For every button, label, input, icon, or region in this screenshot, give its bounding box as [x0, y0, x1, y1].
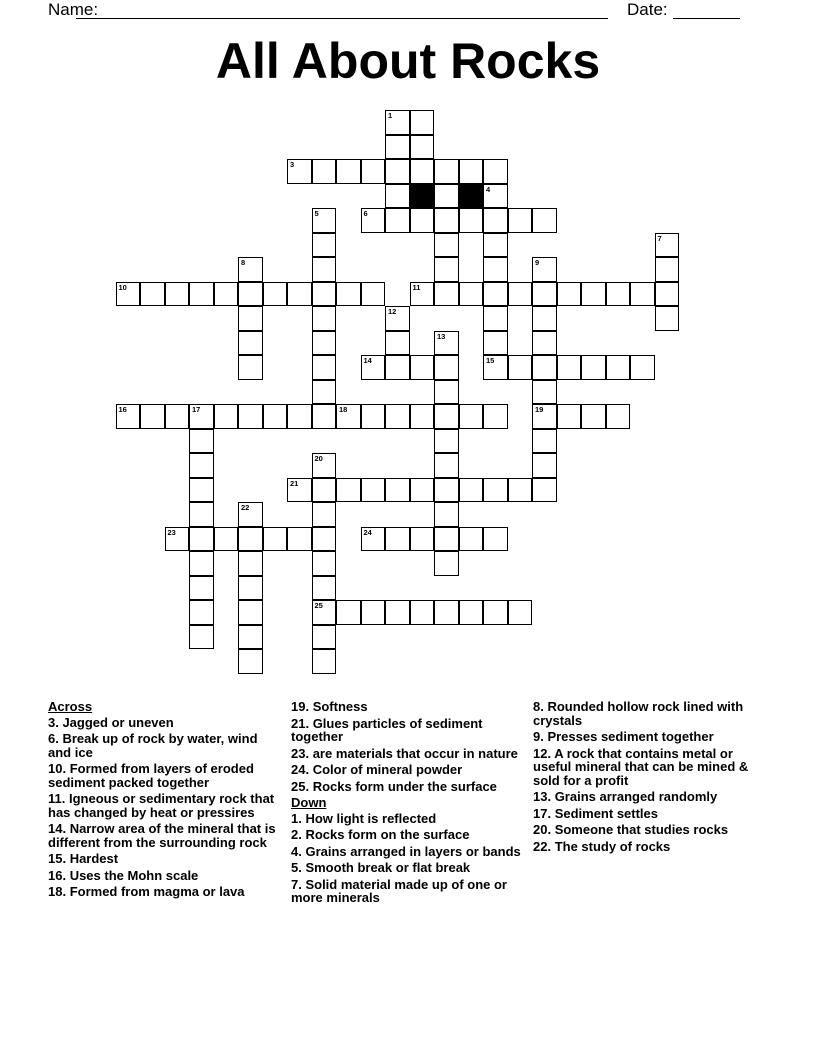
crossword-cell[interactable]: [312, 600, 337, 625]
clue-number: 11: [412, 282, 421, 292]
clue-text: Grains arranged randomly: [551, 789, 718, 804]
clue-number: 7: [657, 233, 662, 243]
crossword-cell[interactable]: [532, 331, 557, 356]
crossword-cell[interactable]: [312, 551, 337, 576]
clues-column-2: [291, 700, 523, 908]
clue-text: Formed from magma or lava: [66, 884, 245, 899]
clue-number-label: 5.: [291, 860, 302, 875]
crossword-cell[interactable]: [532, 208, 557, 233]
crossword-cell[interactable]: [532, 257, 557, 282]
clue-item: [291, 845, 523, 859]
clue-number-label: 19.: [291, 699, 310, 714]
crossword-cell[interactable]: [385, 135, 410, 160]
clue-number-label: 24.: [291, 762, 310, 777]
crossword-cell[interactable]: [606, 404, 631, 429]
crossword-cell[interactable]: [410, 282, 435, 307]
clue-number-label: 20.: [533, 822, 552, 837]
black-cell: [410, 184, 435, 209]
crossword-cell[interactable]: [336, 404, 361, 429]
clue-item: [533, 807, 765, 821]
clue-number-label: 21.: [291, 715, 310, 731]
crossword-cell[interactable]: [385, 478, 410, 503]
clue-number: 16: [118, 405, 127, 414]
crossword-cell[interactable]: [434, 478, 459, 503]
crossword-cell[interactable]: [336, 159, 361, 184]
crossword-cell[interactable]: [630, 355, 655, 380]
crossword-cell[interactable]: [238, 625, 263, 650]
clue-number-label: 4.: [291, 843, 302, 859]
crossword-cell[interactable]: [385, 331, 410, 356]
crossword-cell[interactable]: [434, 282, 459, 307]
clue-number-label: 10.: [48, 761, 67, 776]
crossword-cell[interactable]: [655, 282, 680, 307]
crossword-cell[interactable]: [459, 478, 484, 503]
crossword-cell[interactable]: [238, 649, 263, 674]
crossword-cell[interactable]: [581, 282, 606, 307]
crossword-cell[interactable]: [238, 404, 263, 429]
crossword-cell[interactable]: [287, 282, 312, 307]
clue-text: The study of rocks: [551, 838, 671, 854]
crossword-cell[interactable]: [385, 306, 410, 331]
clues-column-3: [533, 700, 765, 856]
crossword-cell[interactable]: [336, 282, 361, 307]
crossword-cell[interactable]: [238, 600, 263, 625]
crossword-cell[interactable]: [459, 159, 484, 184]
clues-heading: Across: [48, 699, 93, 714]
clue-text: Uses the Mohn scale: [66, 867, 199, 883]
black-cell: [459, 184, 484, 209]
crossword-cell[interactable]: [606, 355, 631, 380]
crossword-cell[interactable]: [336, 600, 361, 625]
clue-item: [48, 822, 280, 849]
clue-item: [291, 812, 523, 826]
crossword-cell[interactable]: [385, 208, 410, 233]
clue-item: [48, 852, 280, 866]
crossword-cell[interactable]: [165, 404, 190, 429]
date-label: Date:: [627, 0, 668, 19]
crossword-cell[interactable]: [557, 282, 582, 307]
clue-number: 12: [388, 307, 397, 316]
clue-item: [48, 716, 280, 730]
clue-number-label: 17.: [533, 805, 552, 821]
clue-text: Glues particles of sediment together: [291, 715, 483, 744]
clue-number: 3: [290, 160, 295, 169]
crossword-cell[interactable]: [189, 453, 214, 478]
crossword-cell[interactable]: [483, 306, 508, 331]
crossword-cell[interactable]: [459, 404, 484, 429]
crossword-cell[interactable]: [410, 600, 435, 625]
crossword-cell[interactable]: [214, 527, 239, 552]
crossword-cell[interactable]: [483, 404, 508, 429]
crossword-cell[interactable]: [434, 502, 459, 527]
crossword-cell[interactable]: [189, 576, 214, 601]
clue-number-label: 18.: [48, 884, 67, 899]
crossword-cell[interactable]: [238, 355, 263, 380]
crossword-cell[interactable]: [532, 453, 557, 478]
crossword-cell[interactable]: [532, 429, 557, 454]
clue-number: 25: [314, 601, 323, 610]
crossword-cell[interactable]: [189, 404, 214, 429]
clue-number-label: 2.: [291, 827, 302, 842]
crossword-cell[interactable]: [287, 478, 312, 503]
crossword-cell[interactable]: [189, 429, 214, 454]
crossword-cell[interactable]: [532, 478, 557, 503]
crossword-cell[interactable]: [483, 355, 508, 380]
crossword-cell[interactable]: [287, 404, 312, 429]
crossword-cell[interactable]: [483, 331, 508, 356]
clue-number: 20: [314, 454, 323, 463]
clue-number-label: 16.: [48, 867, 67, 883]
crossword-cell[interactable]: [434, 429, 459, 454]
crossword-cell[interactable]: [483, 282, 508, 307]
clue-text: Solid material made up of one or more minerals: [291, 876, 507, 905]
crossword-cell[interactable]: [189, 527, 214, 552]
clue-item: [533, 730, 765, 744]
crossword-cell[interactable]: [532, 355, 557, 380]
clue-text: Rounded hollow rock lined with crystals: [533, 699, 744, 728]
crossword-cell[interactable]: [287, 159, 312, 184]
crossword-cell[interactable]: [483, 208, 508, 233]
crossword-cell[interactable]: [238, 331, 263, 356]
clue-text: How light is reflected: [301, 810, 437, 826]
crossword-cell[interactable]: [189, 502, 214, 527]
clue-item: [48, 869, 280, 883]
crossword-cell[interactable]: [312, 159, 337, 184]
crossword-cell[interactable]: [434, 159, 459, 184]
page-title: All About Rocks: [215, 33, 601, 89]
crossword-cell[interactable]: [238, 257, 263, 282]
crossword-cell[interactable]: [189, 282, 214, 307]
clue-number: 13: [437, 331, 446, 341]
crossword-cell[interactable]: [312, 306, 337, 331]
crossword-cell[interactable]: [434, 380, 459, 405]
crossword-cell[interactable]: [655, 233, 680, 258]
clue-number-label: 1.: [291, 810, 302, 826]
crossword-cell[interactable]: [312, 355, 337, 380]
clue-item: [533, 823, 765, 837]
crossword-cell[interactable]: [606, 282, 631, 307]
clue-text: are materials that occur in nature: [309, 745, 518, 761]
crossword-cell[interactable]: [214, 282, 239, 307]
clues-heading: Down: [291, 795, 327, 810]
clues-column-1: [48, 700, 280, 902]
clue-item: [48, 792, 280, 819]
crossword-cell[interactable]: [238, 576, 263, 601]
crossword-cell[interactable]: [238, 306, 263, 331]
clue-number-label: 6.: [48, 731, 59, 746]
crossword-cell[interactable]: [361, 527, 386, 552]
clue-item: [48, 762, 280, 789]
clue-number: 5: [314, 209, 319, 218]
clue-item: [533, 747, 765, 788]
clue-number: 15: [486, 356, 495, 365]
clue-item: [533, 840, 765, 854]
crossword-cell[interactable]: [410, 478, 435, 503]
clue-number: 14: [363, 356, 372, 365]
crossword-cell[interactable]: [410, 110, 435, 135]
crossword-cell[interactable]: [532, 282, 557, 307]
clue-item: [533, 700, 765, 727]
clue-text: A rock that contains metal or useful mineral that can be mined & sold for a profit: [533, 745, 749, 788]
crossword-cell[interactable]: [238, 282, 263, 307]
crossword-cell[interactable]: [655, 306, 680, 331]
crossword-cell[interactable]: [434, 453, 459, 478]
crossword-cell[interactable]: [312, 233, 337, 258]
crossword-cell[interactable]: [434, 208, 459, 233]
clue-text: Rocks form under the surface: [309, 778, 497, 794]
crossword-cell[interactable]: [434, 404, 459, 429]
clue-number-label: 11.: [48, 791, 66, 806]
crossword-cell[interactable]: [116, 404, 141, 429]
crossword-cell[interactable]: [361, 404, 386, 429]
crossword-cell[interactable]: [508, 600, 533, 625]
clue-text: Jagged or uneven: [58, 714, 174, 730]
crossword-cell[interactable]: [483, 233, 508, 258]
clue-text: Break up of rock by water, wind and ice: [48, 731, 258, 760]
clue-number-label: 22.: [533, 838, 552, 854]
clue-text: Rocks form on the surface: [301, 827, 470, 842]
crossword-cell[interactable]: [483, 527, 508, 552]
crossword-cell[interactable]: [385, 110, 410, 135]
clue-number: 21: [290, 478, 299, 488]
crossword-cell[interactable]: [508, 208, 533, 233]
crossword-cell[interactable]: [312, 576, 337, 601]
crossword-cell[interactable]: [532, 380, 557, 405]
crossword-cell[interactable]: [434, 551, 459, 576]
crossword-cell[interactable]: [312, 625, 337, 650]
crossword-cell[interactable]: [434, 257, 459, 282]
crossword-cell[interactable]: [312, 257, 337, 282]
crossword-cell[interactable]: [361, 478, 386, 503]
clue-item: [291, 780, 523, 794]
clue-number: 1: [388, 111, 393, 120]
crossword-cell[interactable]: [581, 404, 606, 429]
clue-text: Smooth break or flat break: [301, 860, 471, 875]
crossword-cell[interactable]: [508, 355, 533, 380]
crossword-cell[interactable]: [238, 527, 263, 552]
crossword-cell[interactable]: [189, 600, 214, 625]
crossword-cell[interactable]: [361, 282, 386, 307]
clue-number-label: 7.: [291, 876, 302, 892]
clue-item: [533, 790, 765, 804]
crossword-cell[interactable]: [361, 159, 386, 184]
crossword-cell[interactable]: [581, 355, 606, 380]
crossword-cell[interactable]: [312, 331, 337, 356]
name-label: Name:: [48, 0, 99, 19]
crossword-cell[interactable]: [361, 208, 386, 233]
clue-text: Color of mineral powder: [309, 762, 463, 777]
crossword-cell[interactable]: [312, 649, 337, 674]
clue-number-label: 15.: [48, 851, 67, 866]
crossword-cell[interactable]: [434, 184, 459, 209]
clue-number: 10: [118, 282, 127, 292]
crossword-cell[interactable]: [263, 404, 288, 429]
crossword-cell[interactable]: [312, 380, 337, 405]
crossword-cell[interactable]: [238, 551, 263, 576]
clue-item: [291, 878, 523, 905]
crossword-cell[interactable]: [287, 527, 312, 552]
crossword-cell[interactable]: [557, 404, 582, 429]
clue-number-label: 25.: [291, 778, 310, 794]
crossword-cell[interactable]: [459, 282, 484, 307]
crossword-cell[interactable]: [263, 282, 288, 307]
clue-item: [291, 717, 523, 744]
clue-text: Presses sediment together: [543, 729, 714, 744]
clue-item: [48, 732, 280, 759]
clue-number: 18: [339, 405, 348, 414]
clue-item: [291, 861, 523, 875]
crossword-cell[interactable]: [483, 257, 508, 282]
clue-number: 19: [535, 405, 544, 414]
crossword-cell[interactable]: [361, 355, 386, 380]
clue-number: 22: [241, 503, 250, 512]
clue-number-label: 13.: [533, 789, 552, 804]
clue-text: Hardest: [66, 851, 119, 866]
clue-number-label: 14.: [48, 821, 67, 836]
clue-number-label: 9.: [533, 729, 544, 744]
crossword-cell[interactable]: [385, 355, 410, 380]
crossword-cell[interactable]: [385, 600, 410, 625]
crossword-cell[interactable]: [361, 600, 386, 625]
clue-number-label: 3.: [48, 714, 59, 730]
clue-item: [291, 700, 523, 714]
crossword-cell[interactable]: [410, 135, 435, 160]
crossword-cell[interactable]: [312, 502, 337, 527]
crossword-cell[interactable]: [385, 527, 410, 552]
clue-item: [291, 763, 523, 777]
crossword-cell[interactable]: [385, 184, 410, 209]
clue-number: 17: [192, 405, 201, 414]
crossword-cell[interactable]: [459, 208, 484, 233]
clue-text: Narrow area of the mineral that is different from the surrounding rock: [48, 821, 276, 850]
crossword-cell[interactable]: [312, 453, 337, 478]
crossword-cell[interactable]: [508, 282, 533, 307]
clue-text: Softness: [309, 699, 368, 714]
crossword-cell[interactable]: [434, 355, 459, 380]
clue-item: [291, 747, 523, 761]
crossword-cell[interactable]: [312, 478, 337, 503]
crossword-cell[interactable]: [483, 600, 508, 625]
crossword-cell[interactable]: [557, 355, 582, 380]
clue-item: [48, 885, 280, 899]
clue-number: 6: [363, 209, 368, 218]
crossword-cell[interactable]: [385, 404, 410, 429]
crossword-cell[interactable]: [165, 282, 190, 307]
crossword-cell[interactable]: [312, 404, 337, 429]
clue-number: 23: [167, 527, 176, 537]
clue-text: Formed from layers of eroded sediment packed together: [48, 761, 254, 790]
crossword-cell[interactable]: [238, 502, 263, 527]
crossword-cell[interactable]: [630, 282, 655, 307]
crossword-cell[interactable]: [459, 527, 484, 552]
clue-text: Sediment settles: [551, 805, 659, 821]
crossword-cell[interactable]: [189, 625, 214, 650]
clue-number-label: 23.: [291, 745, 310, 761]
crossword-cell[interactable]: [336, 478, 361, 503]
crossword-cell[interactable]: [410, 159, 435, 184]
clue-number: 9: [535, 258, 540, 267]
clue-item: [291, 828, 523, 842]
clue-text: Igneous or sedimentary rock that has changed by heat or pressires: [48, 791, 275, 820]
crossword-cell[interactable]: [140, 404, 165, 429]
crossword-cell[interactable]: [312, 527, 337, 552]
clue-text: Someone that studies rocks: [551, 822, 729, 837]
crossword-cell[interactable]: [214, 404, 239, 429]
crossword-cell[interactable]: [532, 306, 557, 331]
crossword-cell[interactable]: [116, 282, 141, 307]
crossword-cell[interactable]: [434, 331, 459, 356]
crossword-cell[interactable]: [410, 208, 435, 233]
clue-number-label: 8.: [533, 699, 544, 714]
crossword-cell[interactable]: [263, 527, 288, 552]
clue-text: Grains arranged in layers or bands: [301, 843, 521, 859]
crossword-cell[interactable]: [410, 355, 435, 380]
crossword-cell[interactable]: [410, 404, 435, 429]
clue-number: 4: [486, 184, 491, 194]
clue-number: 24: [363, 527, 372, 537]
crossword-cell[interactable]: [434, 527, 459, 552]
crossword-cell[interactable]: [483, 478, 508, 503]
crossword-cell[interactable]: [434, 233, 459, 258]
crossword-cell[interactable]: [189, 551, 214, 576]
clue-number: 8: [241, 258, 246, 267]
crossword-cell[interactable]: [385, 159, 410, 184]
crossword-cell[interactable]: [312, 282, 337, 307]
crossword-cell[interactable]: [655, 257, 680, 282]
crossword-cell[interactable]: [459, 600, 484, 625]
clue-number-label: 12.: [533, 745, 552, 761]
crossword-cell[interactable]: [483, 159, 508, 184]
crossword-cell[interactable]: [165, 527, 190, 552]
crossword-cell[interactable]: [434, 600, 459, 625]
crossword-cell[interactable]: [532, 404, 557, 429]
crossword-cell[interactable]: [508, 478, 533, 503]
crossword-cell[interactable]: [410, 527, 435, 552]
crossword-cell[interactable]: [312, 208, 337, 233]
crossword-cell[interactable]: [189, 478, 214, 503]
crossword-cell[interactable]: [140, 282, 165, 307]
crossword-cell[interactable]: [483, 184, 508, 209]
